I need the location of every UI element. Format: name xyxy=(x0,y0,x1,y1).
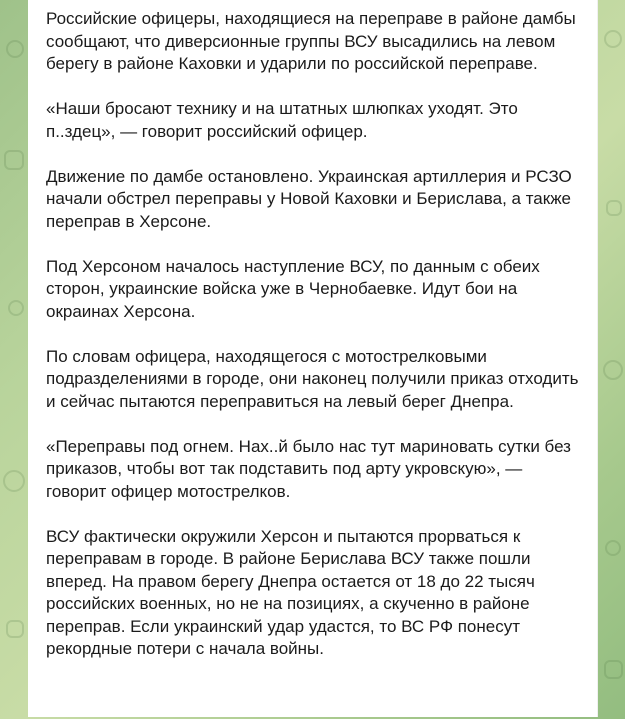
background-doodle xyxy=(6,40,24,58)
background-doodle xyxy=(603,360,623,380)
message-paragraph: ВСУ фактически окружили Херсон и пытаются прорваться к переправам в городе. В районе Берислава ВСУ также пошли вперед. На правом берегу Днепра остается от 18 до 22 тысяч российских военных, но не на позициях, а скученно в районе переправ. Если украинский удар удастся, то ВС РФ понесут рекордные потери с начала войны. xyxy=(46,526,535,658)
message-paragraph: Российские офицеры, находящиеся на переправе в районе дамбы сообщают, что диверсионные группы ВСУ высадились на левом берегу в районе Каховки и ударили по российской переправе. xyxy=(46,9,576,73)
background-doodle xyxy=(6,620,24,638)
background-doodle xyxy=(4,150,24,170)
background-doodle xyxy=(604,30,622,48)
message-text xyxy=(46,8,580,661)
message-paragraph: Движение по дамбе остановлено. Украинская артиллерия и РСЗО начали обстрел переправы у Новой Каховки и Берислава, а также переправ в Херсоне. xyxy=(46,166,572,231)
background-doodle xyxy=(604,660,623,679)
bubble-edge xyxy=(597,0,598,717)
background-doodle xyxy=(8,300,24,316)
message-paragraph: «Наши бросают технику и на штатных шлюпках уходят. Это п..здец», — говорит российский офицер. xyxy=(46,99,518,141)
message-bubble[interactable] xyxy=(28,0,598,717)
background-doodle xyxy=(606,200,622,216)
background-doodle xyxy=(3,470,25,492)
message-paragraph: Под Херсоном началось наступление ВСУ, по данным с обеих сторон, украинские войска уже в Чернобаевке. Идут бои на окраинах Херсона. xyxy=(46,256,540,321)
message-paragraph: «Переправы под огнем. Нах..й было нас тут мариновать сутки без приказов, чтобы вот так подставить под арту укровскую», — говорит офицер мотострелков. xyxy=(46,436,571,501)
background-doodle xyxy=(605,540,621,556)
message-paragraph: По словам офицера, находящегося с мотострелковыми подразделениями в городе, они наконец получили приказ отходить и сейчас пытаются переправиться на левый берег Днепра. xyxy=(46,346,579,411)
